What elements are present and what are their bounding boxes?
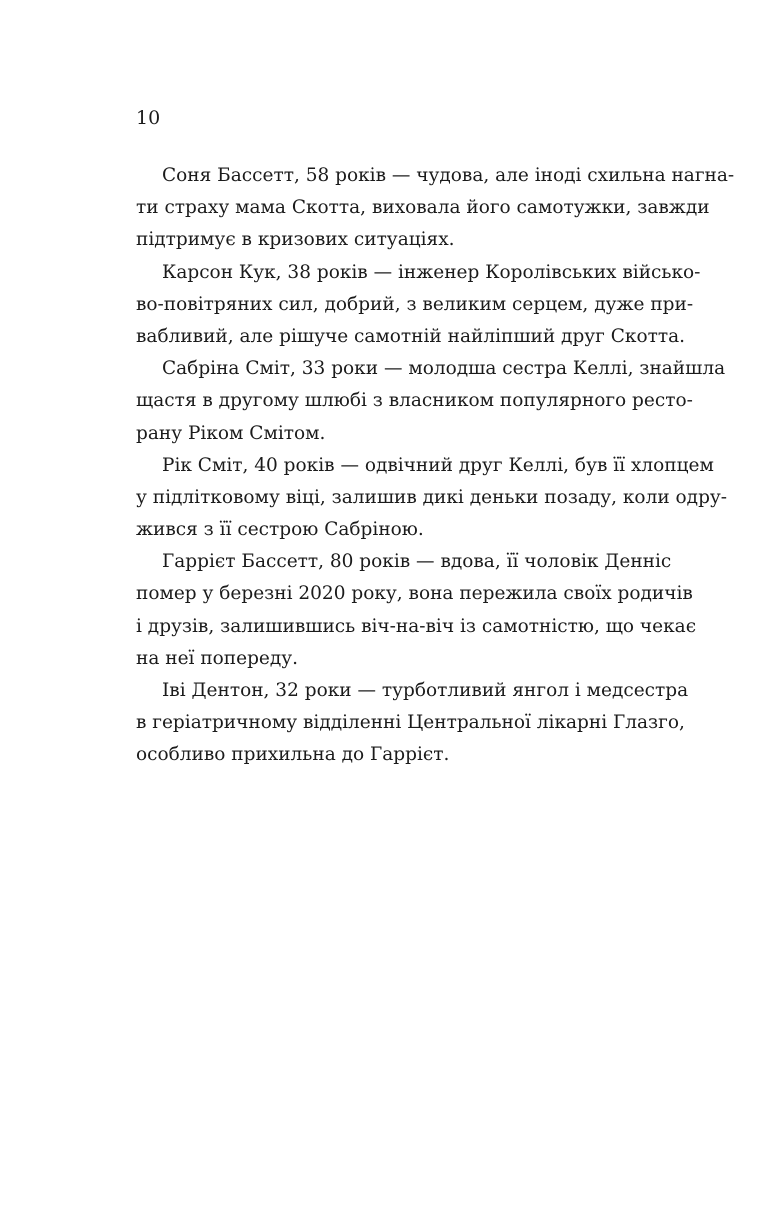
character-entry-carson-cook xyxy=(136,257,701,354)
text-line: Сабріна Сміт, 33 роки — молодша сестра Келлі, знайшла xyxy=(162,358,726,380)
text-line: у підлітковому віці, залишив дикі деньки позаду, коли одру- xyxy=(136,486,728,508)
text-line: Карсон Кук, 38 років — інженер Королівських військо- xyxy=(162,261,701,283)
character-list xyxy=(136,160,735,772)
text-line: і друзів, залишившись віч-на-віч із самотністю, що чекає xyxy=(136,615,697,637)
text-line: вабливий, але рішуче самотній найліпший друг Скотта. xyxy=(136,325,685,347)
character-entry-ivy-denton xyxy=(136,675,689,772)
character-entry-rick-smith xyxy=(136,450,728,547)
text-line: жився з її сестрою Сабріною. xyxy=(136,519,424,541)
character-entry-sonia-bassett xyxy=(136,160,735,257)
text-line: Гаррієт Бассетт, 80 років — вдова, її чоловік Денніс xyxy=(162,551,672,573)
text-line: щастя в другому шлюбі з власником популярного ресто- xyxy=(136,390,693,412)
character-entry-harriet-bassett xyxy=(136,546,697,675)
text-line: рану Ріком Смітом. xyxy=(136,422,326,444)
text-line: Іві Дентон, 32 роки — турботливий янгол і медсестра xyxy=(162,680,689,701)
character-entry-sabrina-smith xyxy=(136,353,726,450)
text-line: во-повітряних сил, добрий, з великим серцем, дуже при- xyxy=(136,293,694,315)
text-line: особливо прихильна до Гаррієт. xyxy=(136,744,450,766)
page-number: 10 xyxy=(136,107,161,129)
text-line: в геріатричному відділенні Центральної лікарні Глазго, xyxy=(136,712,685,734)
text-line: ти страху мама Скотта, виховала його самотужки, завжди xyxy=(136,197,710,219)
text-line: помер у березні 2020 року, вона пережила своїх родичів xyxy=(136,583,693,605)
text-line: підтримує в кризових ситуаціях. xyxy=(136,229,455,251)
text-line: на неї попереду. xyxy=(136,647,299,669)
text-line: Соня Бассетт, 58 років — чудова, але іноді схильна нагна- xyxy=(162,165,735,186)
text-line: Рік Сміт, 40 років — одвічний друг Келлі, був її хлопцем xyxy=(162,454,714,476)
